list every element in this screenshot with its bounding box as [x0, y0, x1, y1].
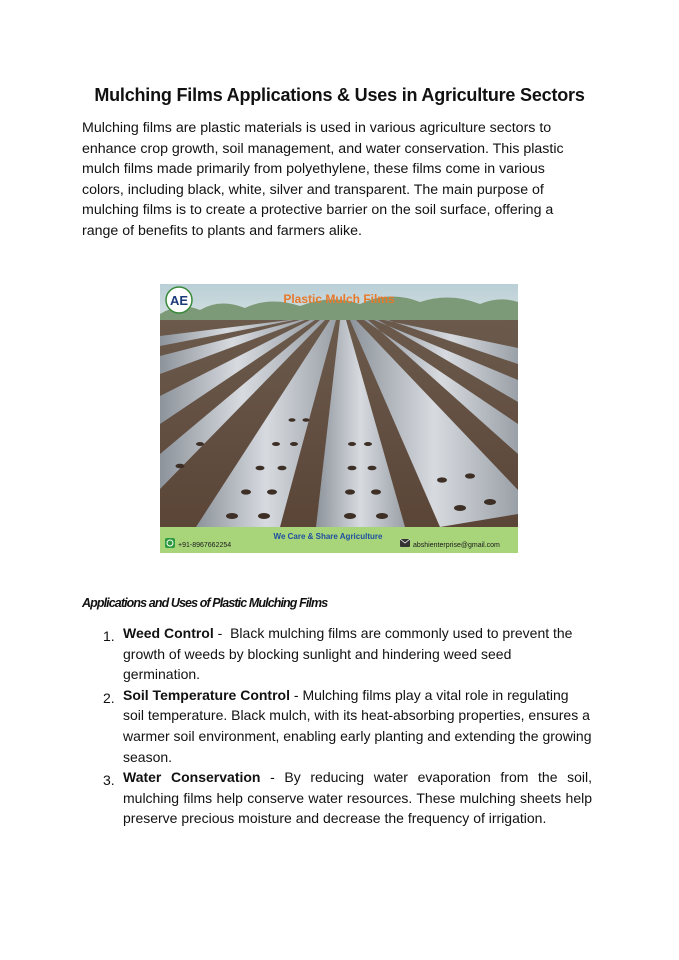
item-text: By reducing water evaporation from the soil, mulching films help conserve water resources. These mulching sheets help preserve precious moisture and decrease the frequency of irrigation. [123, 769, 593, 827]
item-number: 1. [103, 628, 115, 644]
list-item [100, 767, 592, 829]
logo-text: AE [169, 293, 189, 308]
item-text: Mulching films play a vital role in regulating soil temperature. Black mulch, with its heat-absorbing properties, ensures a warmer soil environment, enabling early planting and extending the growing season. [123, 686, 592, 765]
item-term: Soil Temperature Control [123, 686, 290, 703]
mulch-film-photo [160, 284, 518, 553]
intro-paragraph: Mulching films are plastic materials is used in various agriculture sectors to enhance crop growth, soil management, and water conservation. This plastic mulch films made primarily from polyethylene, these films come in various colors, including black, white, silver and transparent. The main purpose of mulching films is to create a protective barrier on the soil surface, offering a range of benefits to plants and farmers alike. [82, 120, 564, 239]
email-icon [400, 539, 410, 547]
ae-logo [166, 287, 192, 313]
tagline: We Care & Share Agriculture [273, 532, 383, 541]
section-heading: Applications and Uses of Plastic Mulching Films [82, 596, 328, 610]
item-number: 3. [103, 772, 115, 789]
item-separator: - [213, 625, 231, 641]
phone-number: +91-8967662254 [178, 542, 232, 549]
banner-title: Plastic Mulch Films [283, 292, 395, 306]
document-title: Mulching Films Applications & Uses in Agriculture Sectors [94, 85, 585, 105]
list-item [100, 685, 592, 767]
list-item [100, 623, 592, 685]
whatsapp-icon [165, 538, 175, 548]
applications-list [100, 623, 592, 829]
email-address: abshienterprise@gmail.com [413, 542, 500, 549]
item-term: Water Conservation [123, 769, 261, 786]
item-separator: - [289, 686, 303, 703]
item-text: Black mulching films are commonly used to prevent the growth of weeds by blocking sunlight and hindering weed seed germination. [123, 625, 573, 683]
item-separator: - [260, 769, 285, 786]
item-term: Weed Control [123, 625, 214, 641]
item-number: 2. [103, 689, 115, 706]
